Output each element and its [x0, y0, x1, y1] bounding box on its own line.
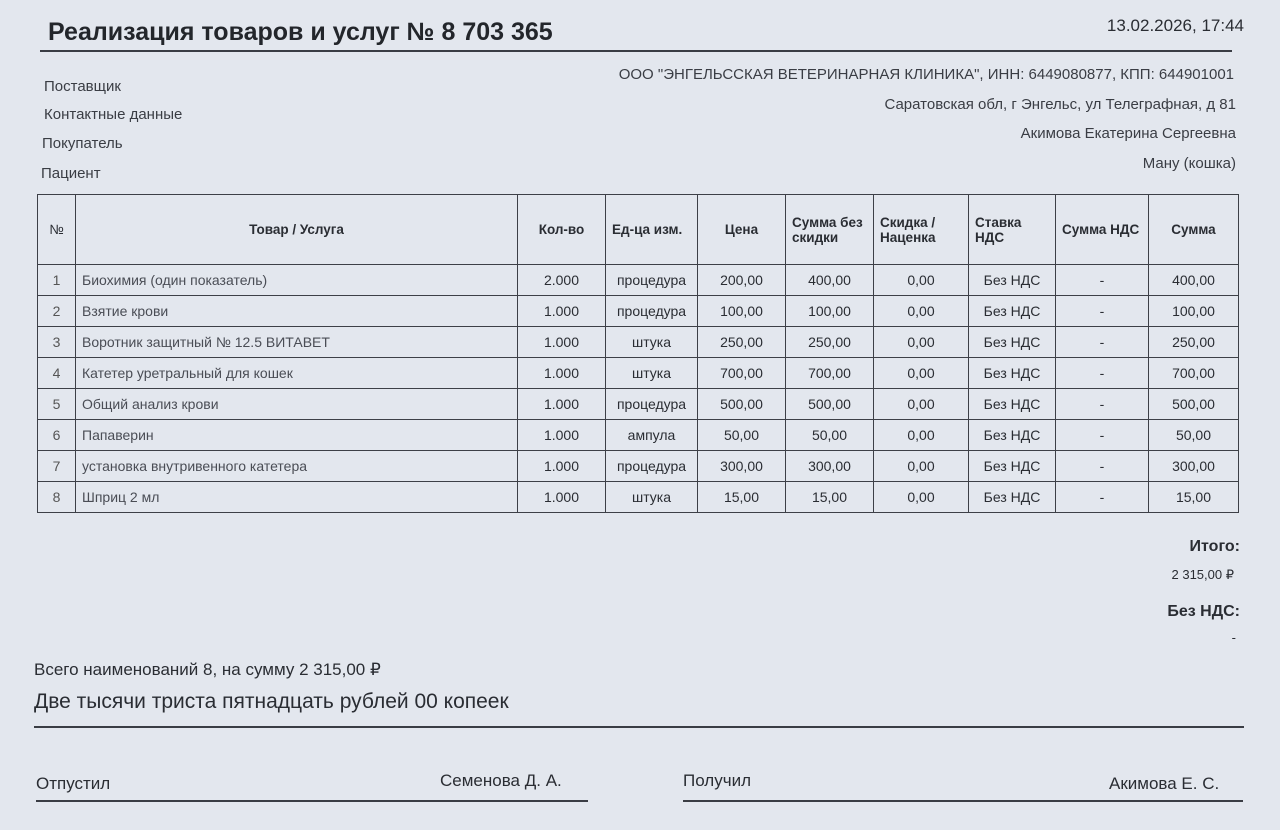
product-name: Воротник защитный № 12.5 ВИТАВЕТ: [76, 327, 518, 358]
sum-no-discount: 500,00: [786, 389, 874, 420]
sum-no-discount: 50,00: [786, 420, 874, 451]
supplier-value: ООО "ЭНГЕЛЬССКАЯ ВЕТЕРИНАРНАЯ КЛИНИКА", ИНН: 6449080877, КПП: 644901001: [618, 66, 1234, 83]
product-name: Взятие крови: [76, 296, 518, 327]
sum-no-discount: 400,00: [786, 265, 874, 296]
patient-label: Пациент: [41, 165, 101, 182]
row-number: 4: [38, 358, 76, 389]
table-row: [38, 451, 1239, 482]
released-name: Семенова Д. А.: [440, 771, 562, 790]
sum-no-discount: 700,00: [786, 358, 874, 389]
col-qty: Кол-во: [518, 195, 606, 265]
unit: штука: [606, 482, 698, 513]
price: 100,00: [698, 296, 786, 327]
product-name: Папаверин: [76, 420, 518, 451]
quantity: 1.000: [518, 420, 606, 451]
table-row: [38, 358, 1239, 389]
discount: 0,00: [874, 358, 969, 389]
vat-rate: Без НДС: [969, 296, 1056, 327]
buyer-value: Акимова Екатерина Сергеевна: [1020, 125, 1236, 142]
total-label: Итого:: [1189, 538, 1240, 555]
words-divider: [34, 726, 1244, 728]
vat-rate: Без НДС: [969, 358, 1056, 389]
total-value: 2 315,00 ₽: [1171, 567, 1234, 582]
contacts-label: Контактные данные: [44, 106, 183, 123]
received-signature-line: [683, 800, 1243, 802]
sum-no-discount: 100,00: [786, 296, 874, 327]
vat-sum: -: [1056, 389, 1149, 420]
row-number: 2: [38, 296, 76, 327]
vat-sum: -: [1056, 358, 1149, 389]
quantity: 1.000: [518, 358, 606, 389]
quantity: 1.000: [518, 327, 606, 358]
quantity: 1.000: [518, 389, 606, 420]
table-row: [38, 389, 1239, 420]
table-row: [38, 420, 1239, 451]
table-row: [38, 265, 1239, 296]
document-datetime: 13.02.2026, 17:44: [1106, 16, 1244, 35]
row-number: 7: [38, 451, 76, 482]
vat-rate: Без НДС: [969, 389, 1056, 420]
price: 700,00: [698, 358, 786, 389]
table-row: [38, 327, 1239, 358]
patient-value: Ману (кошка): [1142, 155, 1236, 172]
row-total: 50,00: [1149, 420, 1239, 451]
product-name: Биохимия (один показатель): [76, 265, 518, 296]
items-table: [37, 194, 1239, 513]
product-name: Общий анализ крови: [76, 389, 518, 420]
row-total: 300,00: [1149, 451, 1239, 482]
product-name: Шприц 2 мл: [76, 482, 518, 513]
price: 300,00: [698, 451, 786, 482]
vat-label: Без НДС:: [1167, 603, 1240, 620]
row-total: 15,00: [1149, 482, 1239, 513]
vat-sum: -: [1056, 420, 1149, 451]
discount: 0,00: [874, 451, 969, 482]
col-vat-rate: Ставка НДС: [969, 195, 1056, 265]
amount-in-words: Две тысячи триста пятнадцать рублей 00 копеек: [34, 690, 509, 713]
vat-sum: -: [1056, 296, 1149, 327]
vat-rate: Без НДС: [969, 420, 1056, 451]
sum-no-discount: 250,00: [786, 327, 874, 358]
vat-sum: -: [1056, 482, 1149, 513]
received-label: Получил: [683, 771, 751, 790]
vat-value: -: [1231, 630, 1236, 645]
row-total: 400,00: [1149, 265, 1239, 296]
document-title: Реализация товаров и услуг № 8 703 365: [48, 18, 553, 46]
col-product: Товар / Услуга: [76, 195, 518, 265]
row-number: 1: [38, 265, 76, 296]
discount: 0,00: [874, 482, 969, 513]
unit: процедура: [606, 389, 698, 420]
col-total: Сумма: [1149, 195, 1239, 265]
col-number: №: [38, 195, 76, 265]
vat-rate: Без НДС: [969, 451, 1056, 482]
vat-sum: -: [1056, 451, 1149, 482]
unit: штука: [606, 358, 698, 389]
released-signature-line: [36, 800, 588, 802]
col-unit: Ед-ца изм.: [606, 195, 698, 265]
buyer-label: Покупатель: [42, 135, 123, 152]
quantity: 1.000: [518, 296, 606, 327]
discount: 0,00: [874, 420, 969, 451]
col-price: Цена: [698, 195, 786, 265]
vat-rate: Без НДС: [969, 265, 1056, 296]
discount: 0,00: [874, 265, 969, 296]
row-number: 5: [38, 389, 76, 420]
col-discount: Скидка / Наценка: [874, 195, 969, 265]
table-header-row: [38, 195, 1239, 265]
discount: 0,00: [874, 296, 969, 327]
price: 500,00: [698, 389, 786, 420]
unit: процедура: [606, 296, 698, 327]
row-number: 6: [38, 420, 76, 451]
quantity: 1.000: [518, 451, 606, 482]
contacts-value: Саратовская обл, г Энгельс, ул Телеграфная, д 81: [884, 96, 1236, 113]
product-name: Катетер уретральный для кошек: [76, 358, 518, 389]
received-name: Акимова Е. С.: [1109, 774, 1220, 793]
items-count-summary: Всего наименований 8, на сумму 2 315,00 ₽: [34, 660, 381, 679]
table-row: [38, 482, 1239, 513]
vat-sum: -: [1056, 327, 1149, 358]
quantity: 1.000: [518, 482, 606, 513]
discount: 0,00: [874, 389, 969, 420]
price: 50,00: [698, 420, 786, 451]
vat-sum: -: [1056, 265, 1149, 296]
row-number: 3: [38, 327, 76, 358]
released-label: Отпустил: [36, 774, 111, 793]
price: 250,00: [698, 327, 786, 358]
price: 15,00: [698, 482, 786, 513]
price: 200,00: [698, 265, 786, 296]
unit: процедура: [606, 265, 698, 296]
row-total: 500,00: [1149, 389, 1239, 420]
unit: штука: [606, 327, 698, 358]
row-total: 700,00: [1149, 358, 1239, 389]
sum-no-discount: 15,00: [786, 482, 874, 513]
col-sum-no-discount: Сумма без скидки: [786, 195, 874, 265]
product-name: установка внутривенного катетера: [76, 451, 518, 482]
row-total: 100,00: [1149, 296, 1239, 327]
vat-rate: Без НДС: [969, 482, 1056, 513]
row-total: 250,00: [1149, 327, 1239, 358]
row-number: 8: [38, 482, 76, 513]
table-row: [38, 296, 1239, 327]
unit: ампула: [606, 420, 698, 451]
col-vat-sum: Сумма НДС: [1056, 195, 1149, 265]
unit: процедура: [606, 451, 698, 482]
quantity: 2.000: [518, 265, 606, 296]
supplier-label: Поставщик: [44, 78, 121, 95]
sum-no-discount: 300,00: [786, 451, 874, 482]
title-divider: [40, 50, 1232, 52]
discount: 0,00: [874, 327, 969, 358]
vat-rate: Без НДС: [969, 327, 1056, 358]
